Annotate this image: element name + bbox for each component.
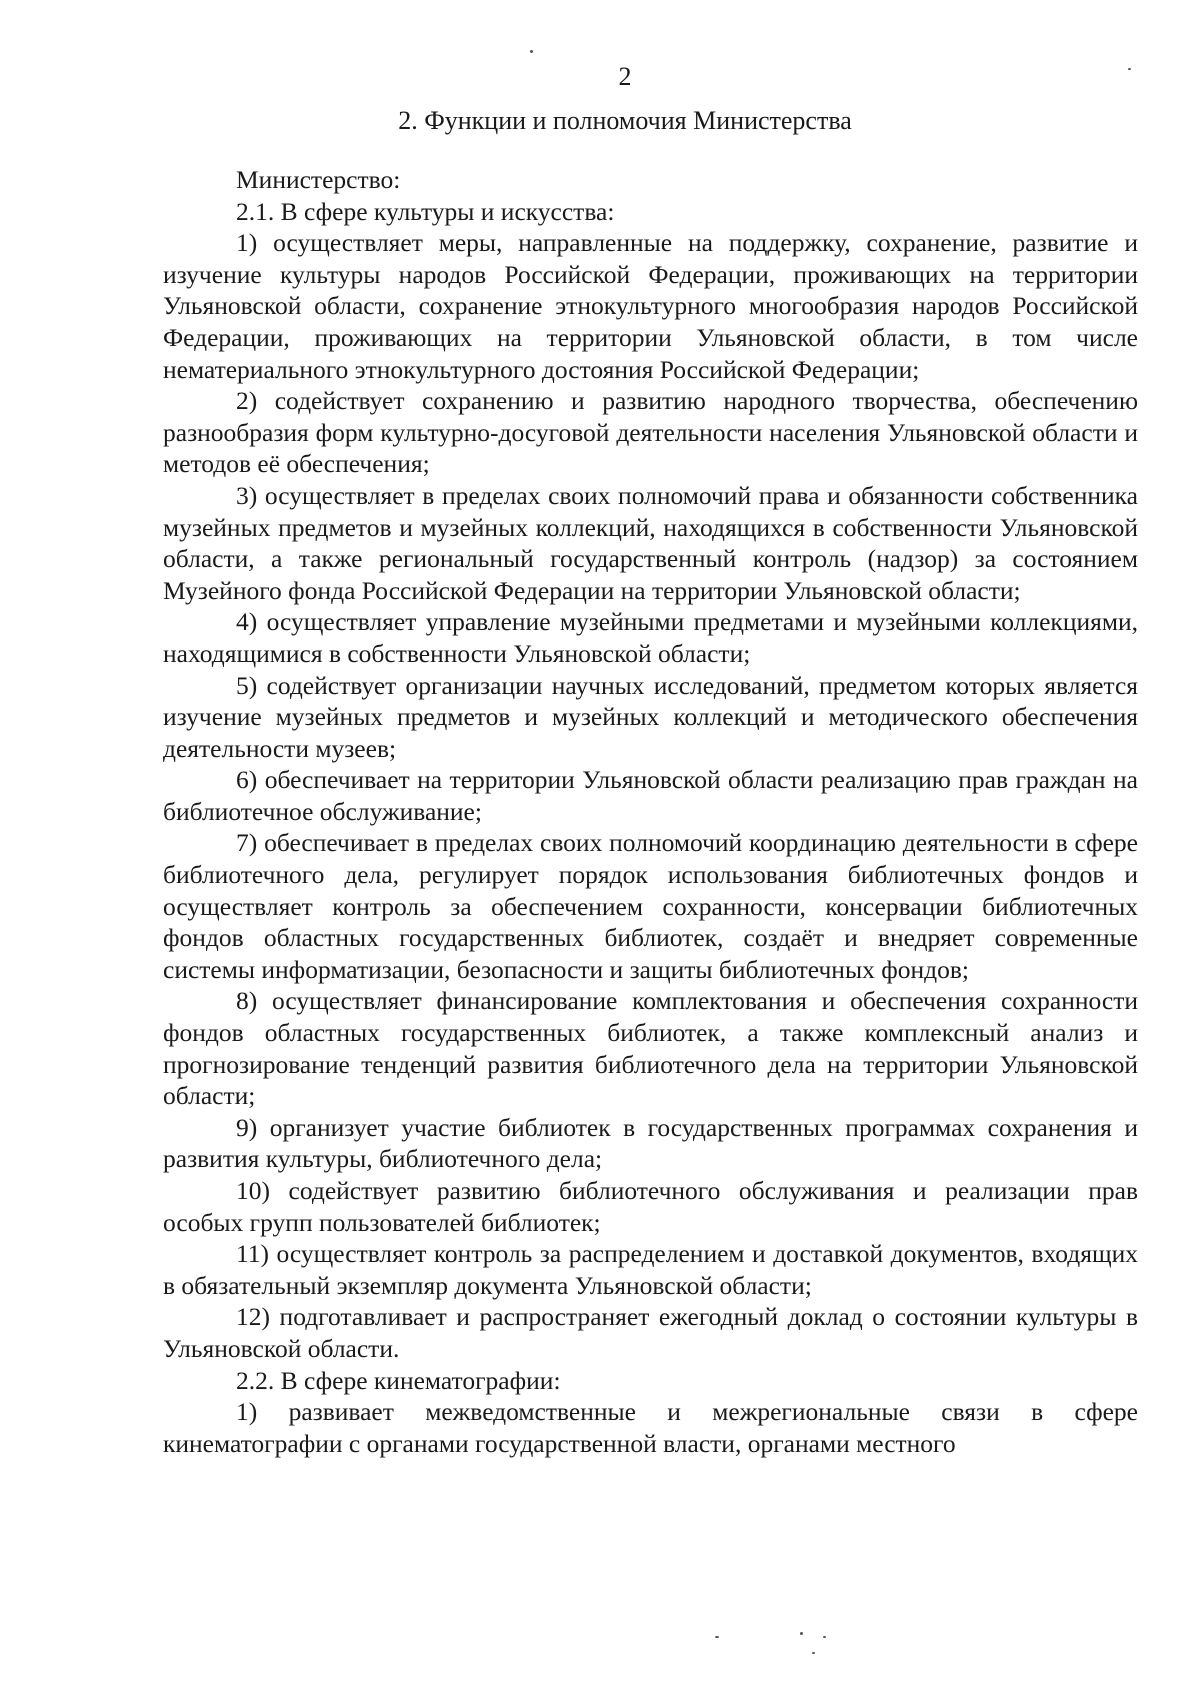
scan-speck — [1128, 68, 1131, 70]
paragraph-item-7: 7) обеспечивает в пределах своих полномочий координацию деятельности в сфере библиотечного дела, регулирует порядок использования библиотечных фондов и осуществляет контроль за обеспечением сохранности, консервации библиотечных фондов областных государственных библиотек, создаёт и внедряет современные системы информатизации, безопасности и защиты библиотечных фондов; — [163, 828, 1138, 984]
scan-speck — [530, 50, 533, 53]
paragraph-item-5: 5) содействует организации научных исследований, предметом которых является изучение музейных предметов и музейных коллекций и методического обеспечения деятельности музеев; — [163, 670, 1138, 763]
paragraph-ministry-label: Министерство: — [236, 165, 401, 194]
paragraph-item-1: 1) осуществляет меры, направленные на поддержку, сохранение, развитие и изучение культуры народов Российской Федерации, проживающих на территории Ульяновской области, сохранение этнокультурного многообразия народов Российской Федерации, проживающих на территории Ульяновской области, в том числе нематериального этнокультурного достояния Российской Федерации; — [163, 228, 1138, 384]
paragraph-subsection-2-2: 2.2. В сфере кинематографии: — [236, 1365, 561, 1395]
paragraph-item-2: 2) содействует сохранению и развитию народного творчества, обеспечению разнообразия форм культурно-досуговой деятельности населения Ульяновской области и методов её обеспечения; — [163, 386, 1138, 479]
paragraph-2-2-item-1: 1) развивает межведомственные и межрегиональные связи в сфере кинематографии с органами государственной власти, органами местного — [163, 1397, 1138, 1458]
paragraph-item-3: 3) осуществляет в пределах своих полномочий права и обязанности собственника музейных предметов и музейных коллекций, находящихся в собственности Ульяновской области, а также региональный государственный контроль (надзор) за состоянием Музейного фонда Российской Федерации на территории Ульяновской области; — [163, 480, 1138, 605]
page-number: 2 — [618, 62, 632, 91]
paragraph-item-6: 6) обеспечивает на территории Ульяновской области реализацию прав граждан на библиотечное обслуживание; — [163, 765, 1138, 826]
scan-speck — [800, 1632, 803, 1635]
paragraph-subsection-2-1: 2.1. В сфере культуры и искусства: — [236, 196, 615, 226]
paragraph-item-8: 8) осуществляет финансирование комплектования и обеспечения сохранности фондов областных государственных библиотек, а также комплексный анализ и прогнозирование тенденций развития библиотечного дела на территории Ульяновской области; — [163, 986, 1138, 1111]
paragraph-item-10: 10) содействует развитию библиотечного обслуживания и реализации прав особых групп пользователей библиотек; — [163, 1176, 1138, 1237]
scan-speck — [812, 1652, 815, 1654]
scan-speck — [715, 1636, 719, 1638]
document-body — [163, 164, 1138, 1459]
paragraph-item-11: 11) осуществляет контроль за распределением и доставкой документов, входящих в обязательный экземпляр документа Ульяновской области; — [163, 1239, 1138, 1300]
scan-speck — [823, 1636, 826, 1638]
paragraph-item-12: 12) подготавливает и распространяет ежегодный доклад о состоянии культуры в Ульяновской области. — [163, 1302, 1138, 1363]
paragraph-item-9: 9) организует участие библиотек в государственных программах сохранения и развития культуры, библиотечного дела; — [163, 1112, 1138, 1174]
paragraph-item-4: 4) осуществляет управление музейными предметами и музейными коллекциями, находящимися в собственности Ульяновской области; — [163, 607, 1138, 668]
section-title: 2. Функции и полномочия Министерства — [398, 106, 852, 135]
